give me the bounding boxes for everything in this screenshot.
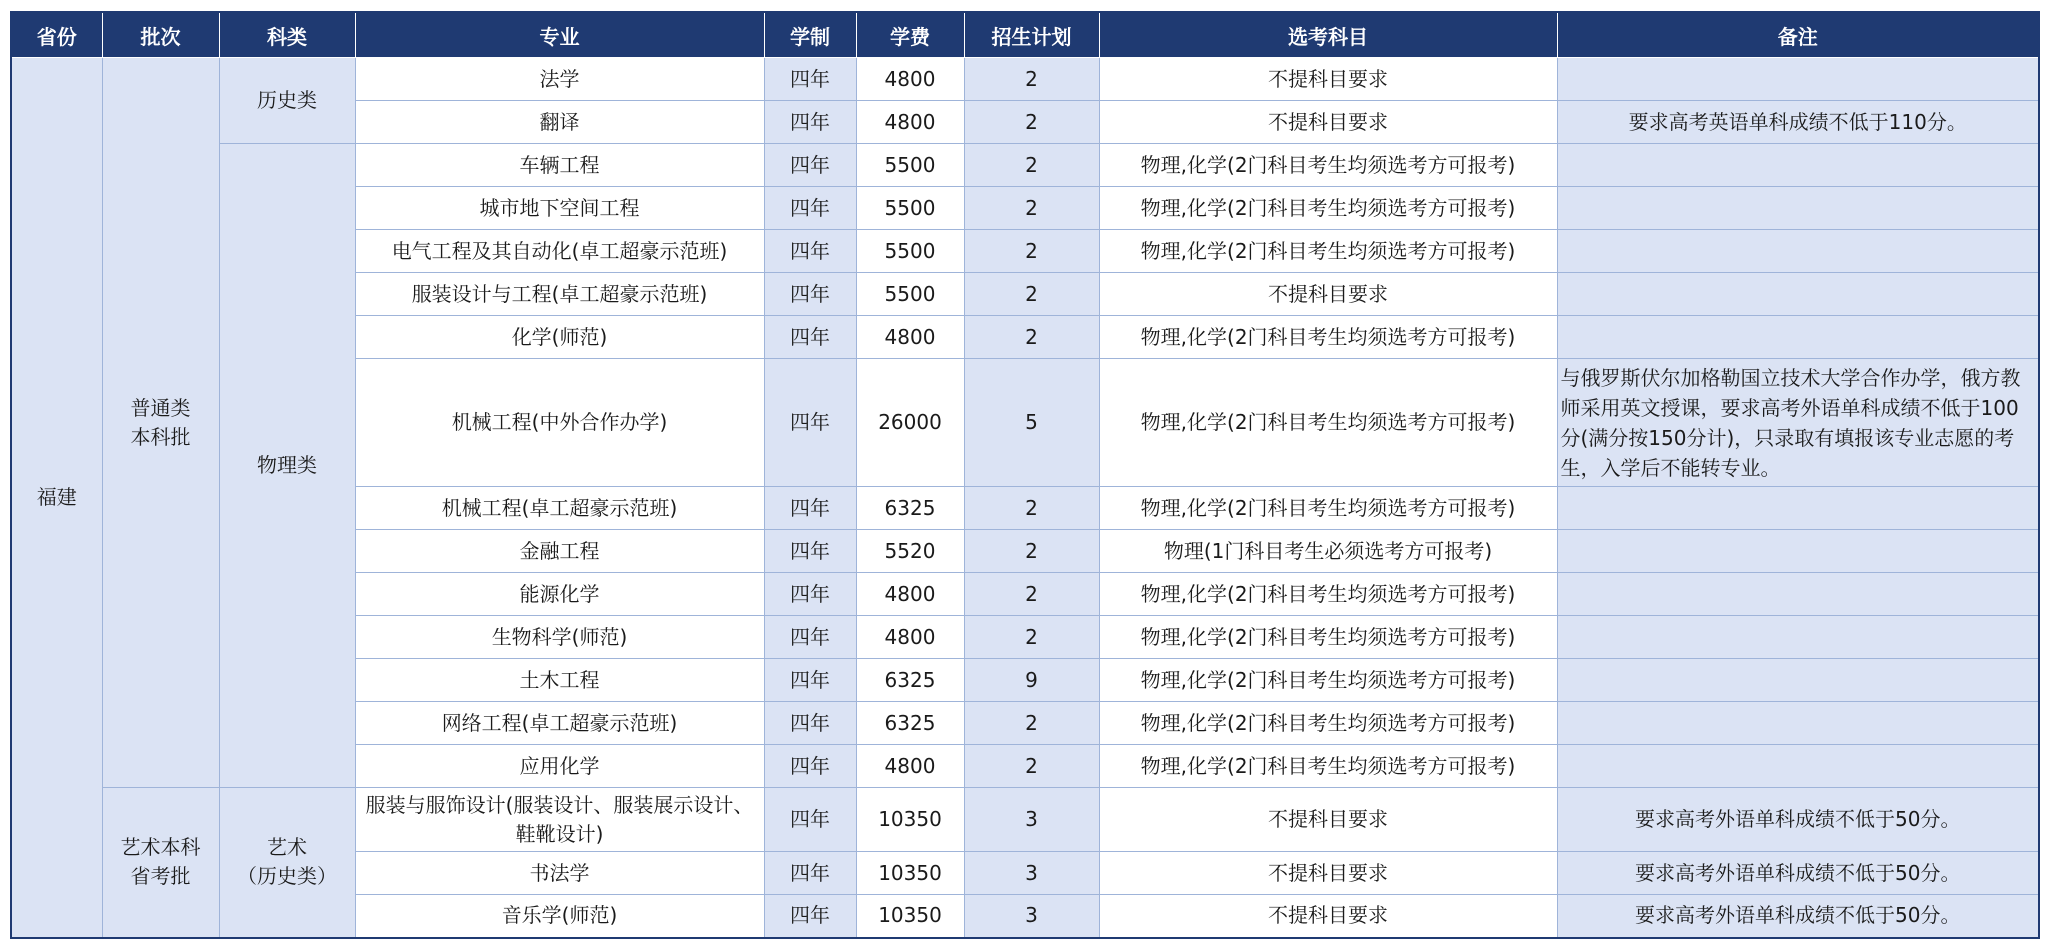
subjects-cell: 物理,化学(2门科目考生均须选考方可报考) <box>1099 702 1557 745</box>
tuition-cell: 5520 <box>856 530 964 573</box>
header-category: 科类 <box>219 12 355 58</box>
note-cell <box>1557 702 2039 745</box>
major-cell: 音乐学(师范) <box>355 895 764 938</box>
major-cell: 法学 <box>355 58 764 101</box>
note-cell <box>1557 230 2039 273</box>
note-cell <box>1557 187 2039 230</box>
tuition-cell: 4800 <box>856 316 964 359</box>
duration-cell: 四年 <box>764 230 856 273</box>
plan-cell: 2 <box>964 745 1099 788</box>
header-batch: 批次 <box>102 12 219 58</box>
major-cell: 城市地下空间工程 <box>355 187 764 230</box>
category-cell-history: 历史类 <box>219 58 355 144</box>
subjects-cell: 物理,化学(2门科目考生均须选考方可报考) <box>1099 144 1557 187</box>
duration-cell: 四年 <box>764 487 856 530</box>
subjects-cell: 物理,化学(2门科目考生均须选考方可报考) <box>1099 187 1557 230</box>
duration-cell: 四年 <box>764 659 856 702</box>
duration-cell: 四年 <box>764 144 856 187</box>
tuition-cell: 5500 <box>856 144 964 187</box>
plan-cell: 3 <box>964 895 1099 938</box>
subjects-cell: 不提科目要求 <box>1099 58 1557 101</box>
tuition-cell: 5500 <box>856 273 964 316</box>
admission-table-container <box>10 11 2038 939</box>
note-cell <box>1557 144 2039 187</box>
major-cell: 能源化学 <box>355 573 764 616</box>
plan-cell: 2 <box>964 58 1099 101</box>
major-cell: 应用化学 <box>355 745 764 788</box>
category-cell-physics: 物理类 <box>219 144 355 788</box>
tuition-cell: 6325 <box>856 659 964 702</box>
tuition-cell: 4800 <box>856 101 964 144</box>
subjects-cell: 物理(1门科目考生必须选考方可报考) <box>1099 530 1557 573</box>
duration-cell: 四年 <box>764 316 856 359</box>
duration-cell: 四年 <box>764 788 856 852</box>
major-cell: 车辆工程 <box>355 144 764 187</box>
major-cell: 化学(师范) <box>355 316 764 359</box>
note-cell <box>1557 487 2039 530</box>
subjects-cell: 不提科目要求 <box>1099 895 1557 938</box>
tuition-cell: 5500 <box>856 187 964 230</box>
note-cell <box>1557 659 2039 702</box>
plan-cell: 2 <box>964 702 1099 745</box>
batch-cell-art: 艺术本科 省考批 <box>102 788 219 938</box>
note-cell <box>1557 745 2039 788</box>
duration-cell: 四年 <box>764 852 856 895</box>
note-cell <box>1557 58 2039 101</box>
note-cell: 要求高考外语单科成绩不低于50分。 <box>1557 895 2039 938</box>
subjects-cell: 物理,化学(2门科目考生均须选考方可报考) <box>1099 745 1557 788</box>
tuition-cell: 6325 <box>856 487 964 530</box>
subjects-cell: 不提科目要求 <box>1099 788 1557 852</box>
batch-cell-regular: 普通类 本科批 <box>102 58 219 788</box>
subjects-cell: 物理,化学(2门科目考生均须选考方可报考) <box>1099 659 1557 702</box>
plan-cell: 5 <box>964 359 1099 487</box>
plan-cell: 2 <box>964 573 1099 616</box>
duration-cell: 四年 <box>764 58 856 101</box>
province-cell: 福建 <box>11 58 102 938</box>
plan-cell: 9 <box>964 659 1099 702</box>
category-cell-art: 艺术 （历史类） <box>219 788 355 938</box>
duration-cell: 四年 <box>764 702 856 745</box>
note-cell: 与俄罗斯伏尔加格勒国立技术大学合作办学，俄方教师采用英文授课，要求高考外语单科成绩不低于100分(满分按150分计)，只录取有填报该专业志愿的考生，入学后不能转专业。 <box>1557 359 2039 487</box>
note-cell <box>1557 573 2039 616</box>
note-cell: 要求高考外语单科成绩不低于50分。 <box>1557 852 2039 895</box>
subjects-cell: 物理,化学(2门科目考生均须选考方可报考) <box>1099 230 1557 273</box>
plan-cell: 2 <box>964 144 1099 187</box>
plan-cell: 2 <box>964 487 1099 530</box>
header-notes: 备注 <box>1557 12 2039 58</box>
table-row <box>11 788 2039 852</box>
duration-cell: 四年 <box>764 273 856 316</box>
note-cell <box>1557 616 2039 659</box>
header-tuition: 学费 <box>856 12 964 58</box>
tuition-cell: 10350 <box>856 788 964 852</box>
tuition-cell: 4800 <box>856 616 964 659</box>
note-cell <box>1557 530 2039 573</box>
duration-cell: 四年 <box>764 573 856 616</box>
duration-cell: 四年 <box>764 616 856 659</box>
header-enrollment-plan: 招生计划 <box>964 12 1099 58</box>
major-cell: 服装设计与工程(卓工超豪示范班) <box>355 273 764 316</box>
duration-cell: 四年 <box>764 745 856 788</box>
subjects-cell: 不提科目要求 <box>1099 101 1557 144</box>
subjects-cell: 物理,化学(2门科目考生均须选考方可报考) <box>1099 616 1557 659</box>
tuition-cell: 4800 <box>856 58 964 101</box>
table-row <box>11 58 2039 101</box>
tuition-cell: 4800 <box>856 573 964 616</box>
major-cell: 电气工程及其自动化(卓工超豪示范班) <box>355 230 764 273</box>
subjects-cell: 不提科目要求 <box>1099 273 1557 316</box>
major-cell: 服装与服饰设计(服装设计、服装展示设计、鞋靴设计) <box>355 788 764 852</box>
subjects-cell: 物理,化学(2门科目考生均须选考方可报考) <box>1099 487 1557 530</box>
plan-cell: 2 <box>964 101 1099 144</box>
major-cell: 生物科学(师范) <box>355 616 764 659</box>
duration-cell: 四年 <box>764 359 856 487</box>
plan-cell: 2 <box>964 316 1099 359</box>
header-province: 省份 <box>11 12 102 58</box>
header-required-subjects: 选考科目 <box>1099 12 1557 58</box>
plan-cell: 2 <box>964 616 1099 659</box>
note-cell <box>1557 316 2039 359</box>
major-cell: 金融工程 <box>355 530 764 573</box>
plan-cell: 2 <box>964 187 1099 230</box>
header-duration: 学制 <box>764 12 856 58</box>
duration-cell: 四年 <box>764 895 856 938</box>
major-cell: 机械工程(卓工超豪示范班) <box>355 487 764 530</box>
tuition-cell: 5500 <box>856 230 964 273</box>
subjects-cell: 物理,化学(2门科目考生均须选考方可报考) <box>1099 573 1557 616</box>
note-cell <box>1557 273 2039 316</box>
tuition-cell: 10350 <box>856 852 964 895</box>
major-cell: 翻译 <box>355 101 764 144</box>
table-row <box>11 144 2039 187</box>
subjects-cell: 物理,化学(2门科目考生均须选考方可报考) <box>1099 316 1557 359</box>
plan-cell: 2 <box>964 230 1099 273</box>
note-cell: 要求高考外语单科成绩不低于50分。 <box>1557 788 2039 852</box>
tuition-cell: 6325 <box>856 702 964 745</box>
tuition-cell: 4800 <box>856 745 964 788</box>
plan-cell: 2 <box>964 273 1099 316</box>
plan-cell: 3 <box>964 852 1099 895</box>
table-header <box>11 12 2039 58</box>
subjects-cell: 物理,化学(2门科目考生均须选考方可报考) <box>1099 359 1557 487</box>
subjects-cell: 不提科目要求 <box>1099 852 1557 895</box>
major-cell: 机械工程(中外合作办学) <box>355 359 764 487</box>
plan-cell: 3 <box>964 788 1099 852</box>
duration-cell: 四年 <box>764 101 856 144</box>
header-major: 专业 <box>355 12 764 58</box>
major-cell: 土木工程 <box>355 659 764 702</box>
note-cell: 要求高考英语单科成绩不低于110分。 <box>1557 101 2039 144</box>
duration-cell: 四年 <box>764 187 856 230</box>
major-cell: 网络工程(卓工超豪示范班) <box>355 702 764 745</box>
duration-cell: 四年 <box>764 530 856 573</box>
tuition-cell: 26000 <box>856 359 964 487</box>
tuition-cell: 10350 <box>856 895 964 938</box>
plan-cell: 2 <box>964 530 1099 573</box>
major-cell: 书法学 <box>355 852 764 895</box>
admission-plan-table <box>10 11 2040 939</box>
